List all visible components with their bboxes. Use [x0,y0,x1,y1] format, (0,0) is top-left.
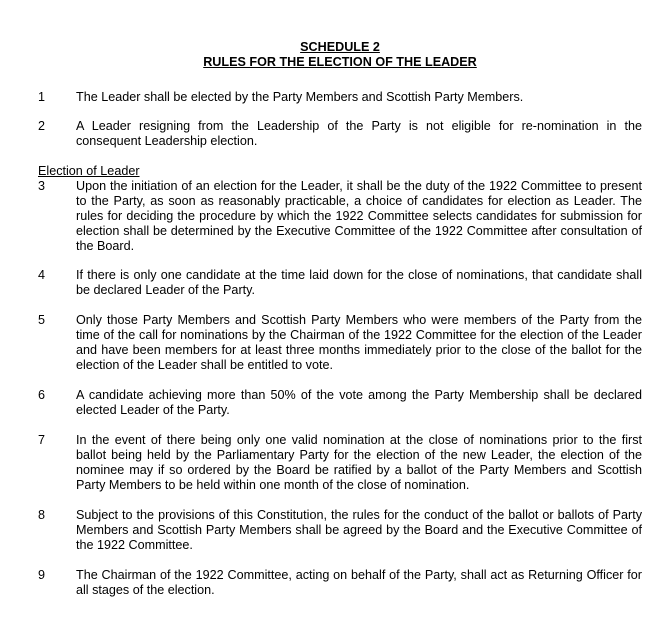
rule-item [38,313,642,373]
rule-item [38,433,642,493]
section-heading: Election of Leader [38,164,140,178]
rule-item [38,268,642,298]
rule-text: The Leader shall be elected by the Party Members and Scottish Party Members. [76,90,524,104]
rule-number: 3 [38,179,46,193]
rule-text: A Leader resigning from the Leadership of the Party is not eligible for re-nomination in the consequent Leadership election. [76,119,642,148]
rule-item [38,179,642,254]
rule-item [38,568,642,598]
rule-item [38,119,642,149]
heading-block [38,40,642,70]
rule-text: Upon the initiation of an election for the Leader, it shall be the duty of the 1922 Committee to present to the Party, as soon as reasonably practicable, a choice of candidates for election as Leader. The rules for deciding the procedure by which the 1922 Committee selects candidates for submission for election shall be determined by the Executive Committee of the 1922 Committee after consultation of the Board. [76,179,642,253]
rule-number: 8 [38,508,46,522]
rule-number: 2 [38,119,46,133]
rule-number: 7 [38,433,46,447]
schedule-title: SCHEDULE 2 [300,40,380,54]
rule-number: 5 [38,313,46,327]
rule-text: In the event of there being only one valid nomination at the close of nominations prior to the first ballot being held by the Parliamentary Party for the election of the new Leader, the election of the nominee may if so ordered by the Board be ratified by a ballot of the Party Members and Scottish Party Members to be held within one month of the close of nomination. [76,433,642,492]
rule-text: The Chairman of the 1922 Committee, acting on behalf of the Party, shall act as Returning Officer for all stages of the election. [76,568,642,597]
schedule-subtitle: RULES FOR THE ELECTION OF THE LEADER [203,55,477,69]
rule-text: A candidate achieving more than 50% of the vote among the Party Membership shall be declared elected Leader of the Party. [76,388,642,417]
rule-item [38,90,642,105]
rule-item [38,388,642,418]
rule-text: Subject to the provisions of this Constitution, the rules for the conduct of the ballot or ballots of Party Members and Scottish Party Members shall be agreed by the Board and the Executive Committee of the 1922 Committee. [76,508,642,552]
rule-number: 1 [38,90,46,104]
rule-item [38,508,642,553]
rule-number: 9 [38,568,46,582]
rule-text: Only those Party Members and Scottish Party Members who were members of the Party from the time of the call for nominations by the Chairman of the 1922 Committee for the election of the Leader and have been members for at least three months immediately prior to the close of the ballot for the election of the Leader shall be entitled to vote. [76,313,642,372]
rule-number: 4 [38,268,46,282]
rule-number: 6 [38,388,46,402]
rule-text: If there is only one candidate at the time laid down for the close of nominations, that candidate shall be declared Leader of the Party. [76,268,642,297]
